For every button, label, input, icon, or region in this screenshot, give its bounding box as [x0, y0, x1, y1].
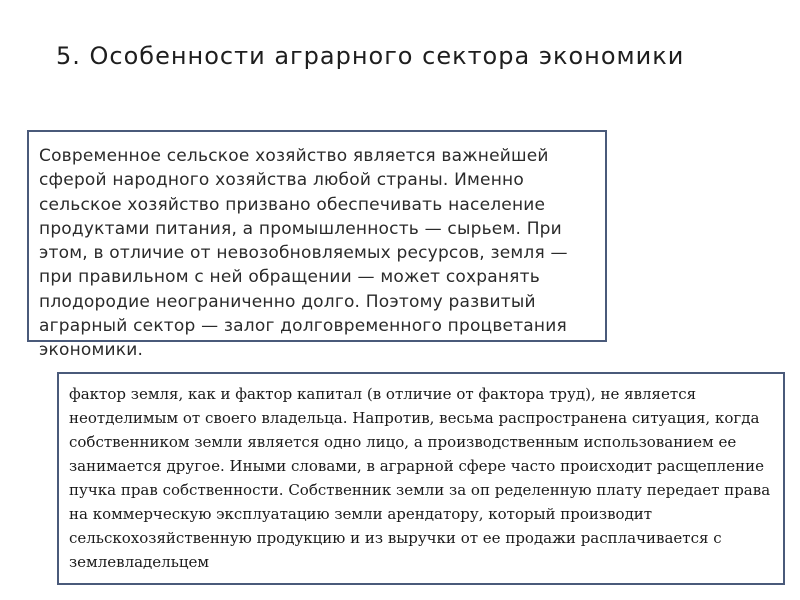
bottom-text-box [57, 372, 785, 585]
slide-title: 5. Особенности аграрного сектора экономики [56, 42, 685, 70]
bottom-text-paragraph: фактор земля, как и фактор капитал (в отличие от фактора труд), не является неотделимым от своего владельца. Напротив, весьма распространена ситуация, когда собственником земли является одно лицо, а производственным использованием ее занимается другое. Иными словами, в аграрной сфере часто происходит расщепление пучка прав собственности. Собственник земли за оп ределенную плату передает права на коммерческую эксплуатацию земли арендатору, который производит сельскохозяйственную продукцию и из выручки от ее продажи расплачивается с землевладельцем [69, 385, 771, 571]
top-text-box [27, 130, 607, 361]
top-text-paragraph: Современное сельское хозяйство является важнейшей сферой народного хозяйства любой страны. Именно сельское хозяйство призвано обеспечивать население продуктами питания, а промышленность — сырьем. При этом, в отличие от невозобновляемых ресурсов, земля — при правильном с ней обращении — может сохранять плодородие неограниченно долго. Поэтому развитый аграрный сектор — залог долговременного процветания экономики. [39, 146, 568, 361]
